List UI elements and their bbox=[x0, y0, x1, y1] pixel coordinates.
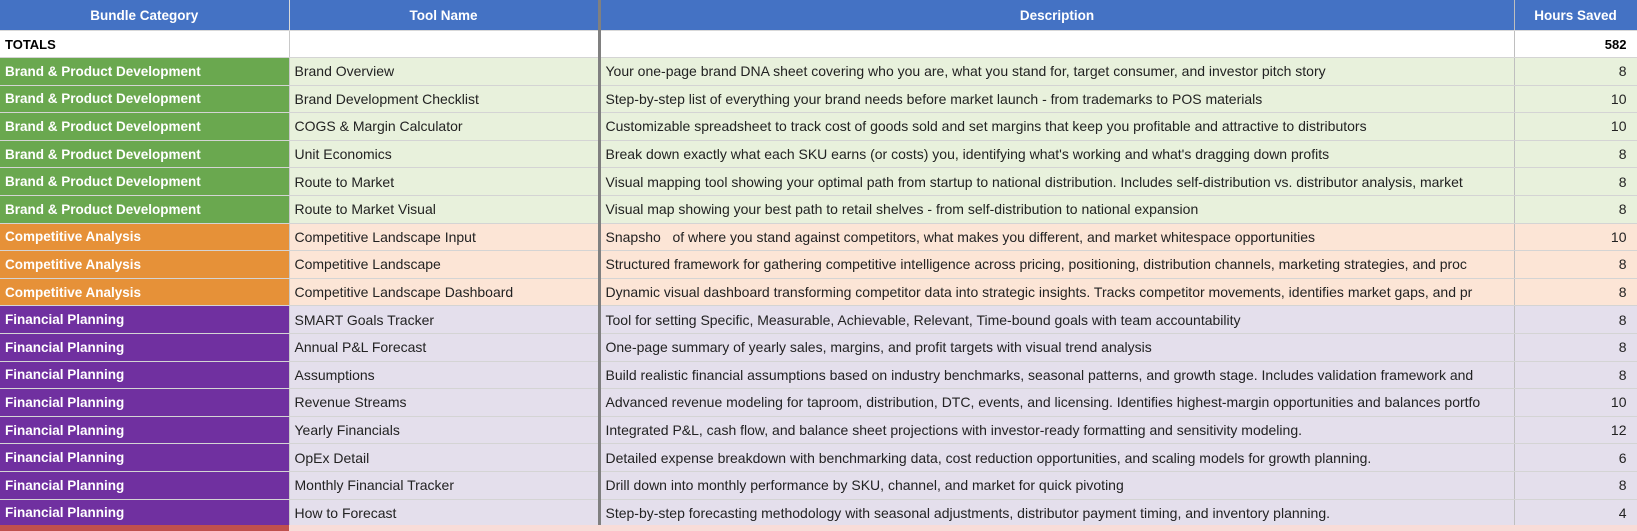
table-row bbox=[0, 416, 1637, 444]
category-cell[interactable]: Financial Planning bbox=[0, 471, 289, 499]
table-row bbox=[0, 499, 1637, 527]
hours-saved-cell[interactable]: 8 bbox=[1514, 140, 1637, 168]
table-row bbox=[0, 306, 1637, 334]
hours-saved-cell[interactable]: 8 bbox=[1514, 251, 1637, 279]
description-cell[interactable]: Step-by-step forecasting methodology with seasonal adjustments, distributor payment timing, and inventory planning. bbox=[599, 499, 1514, 527]
tool-name-cell[interactable]: Competitive Landscape Input bbox=[289, 223, 599, 251]
description-cell[interactable]: Customizable spreadsheet to track cost of goods sold and set margins that keep you profitable and attractive to distributors bbox=[599, 113, 1514, 141]
hours-saved-cell[interactable]: 12 bbox=[1514, 416, 1637, 444]
next-row-peek bbox=[0, 525, 1637, 531]
description-cell[interactable]: Drill down into monthly performance by SKU, channel, and market for quick pivoting bbox=[599, 471, 1514, 499]
description-cell[interactable]: Visual map showing your best path to retail shelves - from self-distribution to national expansion bbox=[599, 195, 1514, 223]
totals-label[interactable]: TOTALS bbox=[0, 31, 289, 58]
table-row bbox=[0, 140, 1637, 168]
category-cell[interactable]: Brand & Product Development bbox=[0, 140, 289, 168]
table-row bbox=[0, 113, 1637, 141]
category-cell[interactable]: Competitive Analysis bbox=[0, 278, 289, 306]
hours-saved-cell[interactable]: 8 bbox=[1514, 471, 1637, 499]
hours-saved-cell[interactable]: 10 bbox=[1514, 223, 1637, 251]
hours-saved-cell[interactable]: 10 bbox=[1514, 113, 1637, 141]
description-cell[interactable]: Visual mapping tool showing your optimal path from startup to national distribution. Includes self-distribution vs. distributor analysis, market bbox=[599, 168, 1514, 196]
hours-saved-cell[interactable]: 8 bbox=[1514, 361, 1637, 389]
table-row bbox=[0, 333, 1637, 361]
category-cell[interactable]: Brand & Product Development bbox=[0, 58, 289, 86]
tool-name-cell[interactable]: Yearly Financials bbox=[289, 416, 599, 444]
header-hours-saved[interactable]: Hours Saved bbox=[1514, 0, 1637, 31]
table-row bbox=[0, 168, 1637, 196]
table-row bbox=[0, 361, 1637, 389]
tool-name-cell[interactable]: Assumptions bbox=[289, 361, 599, 389]
tool-name-cell[interactable]: Competitive Landscape Dashboard bbox=[289, 278, 599, 306]
tool-name-cell[interactable]: How to Forecast bbox=[289, 499, 599, 527]
description-cell[interactable]: Structured framework for gathering competitive intelligence across pricing, positioning, distribution channels, marketing strategies, and proc bbox=[599, 251, 1514, 279]
category-cell[interactable]: Financial Planning bbox=[0, 499, 289, 527]
description-cell[interactable]: Step-by-step list of everything your brand needs before market launch - from trademarks to POS materials bbox=[599, 85, 1514, 113]
hours-saved-cell[interactable]: 8 bbox=[1514, 58, 1637, 86]
hours-saved-cell[interactable]: 4 bbox=[1514, 499, 1637, 527]
totals-description-cell[interactable] bbox=[599, 31, 1514, 58]
description-cell[interactable]: Your one-page brand DNA sheet covering who you are, what you stand for, target consumer, and investor pitch story bbox=[599, 58, 1514, 86]
tool-name-cell[interactable]: SMART Goals Tracker bbox=[289, 306, 599, 334]
hours-saved-cell[interactable]: 8 bbox=[1514, 168, 1637, 196]
category-cell[interactable]: Financial Planning bbox=[0, 361, 289, 389]
tool-name-cell[interactable]: Brand Overview bbox=[289, 58, 599, 86]
hours-saved-cell[interactable]: 6 bbox=[1514, 444, 1637, 472]
totals-row bbox=[0, 31, 1637, 58]
tool-name-cell[interactable]: Route to Market bbox=[289, 168, 599, 196]
tool-name-cell[interactable]: COGS & Margin Calculator bbox=[289, 113, 599, 141]
description-cell[interactable]: Break down exactly what each SKU earns (or costs) you, identifying what's working and what's dragging down profits bbox=[599, 140, 1514, 168]
table-row bbox=[0, 223, 1637, 251]
category-cell[interactable]: Brand & Product Development bbox=[0, 85, 289, 113]
category-cell[interactable]: Financial Planning bbox=[0, 333, 289, 361]
category-cell[interactable]: Brand & Product Development bbox=[0, 168, 289, 196]
header-tool-name[interactable]: Tool Name bbox=[289, 0, 599, 31]
description-cell[interactable]: Tool for setting Specific, Measurable, Achievable, Relevant, Time-bound goals with team accountability bbox=[599, 306, 1514, 334]
description-cell[interactable]: Snapsho of where you stand against competitors, what makes you different, and market whitespace opportunities bbox=[599, 223, 1514, 251]
category-cell[interactable]: Financial Planning bbox=[0, 389, 289, 417]
hours-saved-cell[interactable]: 8 bbox=[1514, 278, 1637, 306]
category-cell[interactable]: Financial Planning bbox=[0, 306, 289, 334]
tool-name-cell[interactable]: Monthly Financial Tracker bbox=[289, 471, 599, 499]
table-row bbox=[0, 471, 1637, 499]
category-cell[interactable]: Competitive Analysis bbox=[0, 251, 289, 279]
category-cell[interactable]: Brand & Product Development bbox=[0, 195, 289, 223]
tool-name-cell[interactable]: Annual P&L Forecast bbox=[289, 333, 599, 361]
hours-saved-cell[interactable]: 10 bbox=[1514, 85, 1637, 113]
hours-saved-cell[interactable]: 10 bbox=[1514, 389, 1637, 417]
table-row bbox=[0, 195, 1637, 223]
table-row bbox=[0, 444, 1637, 472]
description-cell[interactable]: Advanced revenue modeling for taproom, distribution, DTC, events, and licensing. Identifies highest-margin opportunities and balances portfo bbox=[599, 389, 1514, 417]
header-row bbox=[0, 0, 1637, 31]
table-row bbox=[0, 389, 1637, 417]
category-cell[interactable]: Competitive Analysis bbox=[0, 223, 289, 251]
category-cell[interactable]: Brand & Product Development bbox=[0, 113, 289, 141]
tool-name-cell[interactable]: Route to Market Visual bbox=[289, 195, 599, 223]
tool-name-cell[interactable]: Revenue Streams bbox=[289, 389, 599, 417]
next-category-cell-peek bbox=[0, 525, 289, 531]
totals-tool-cell[interactable] bbox=[289, 31, 599, 58]
description-cell[interactable]: Build realistic financial assumptions based on industry benchmarks, seasonal patterns, and growth stage. Includes validation framework and bbox=[599, 361, 1514, 389]
table-row bbox=[0, 85, 1637, 113]
header-description[interactable]: Description bbox=[599, 0, 1514, 31]
description-cell[interactable]: Detailed expense breakdown with benchmarking data, cost reduction opportunities, and scaling models for growth planning. bbox=[599, 444, 1514, 472]
category-cell[interactable]: Financial Planning bbox=[0, 444, 289, 472]
description-cell[interactable]: Integrated P&L, cash flow, and balance sheet projections with investor-ready formatting and sensitivity modeling. bbox=[599, 416, 1514, 444]
description-cell[interactable]: Dynamic visual dashboard transforming competitor data into strategic insights. Tracks competitor movements, identifies market gaps, and pr bbox=[599, 278, 1514, 306]
tool-name-cell[interactable]: Brand Development Checklist bbox=[289, 85, 599, 113]
totals-hours[interactable]: 582 bbox=[1514, 31, 1637, 58]
header-bundle-category[interactable]: Bundle Category bbox=[0, 0, 289, 31]
hours-saved-cell[interactable]: 8 bbox=[1514, 195, 1637, 223]
table-row bbox=[0, 251, 1637, 279]
next-row-fill-peek bbox=[289, 525, 1637, 531]
category-cell[interactable]: Financial Planning bbox=[0, 416, 289, 444]
hours-saved-cell[interactable]: 8 bbox=[1514, 333, 1637, 361]
tool-name-cell[interactable]: Competitive Landscape bbox=[289, 251, 599, 279]
table-row bbox=[0, 278, 1637, 306]
table-row bbox=[0, 58, 1637, 86]
tool-name-cell[interactable]: Unit Economics bbox=[289, 140, 599, 168]
description-cell[interactable]: One-page summary of yearly sales, margins, and profit targets with visual trend analysis bbox=[599, 333, 1514, 361]
tool-name-cell[interactable]: OpEx Detail bbox=[289, 444, 599, 472]
hours-saved-cell[interactable]: 8 bbox=[1514, 306, 1637, 334]
